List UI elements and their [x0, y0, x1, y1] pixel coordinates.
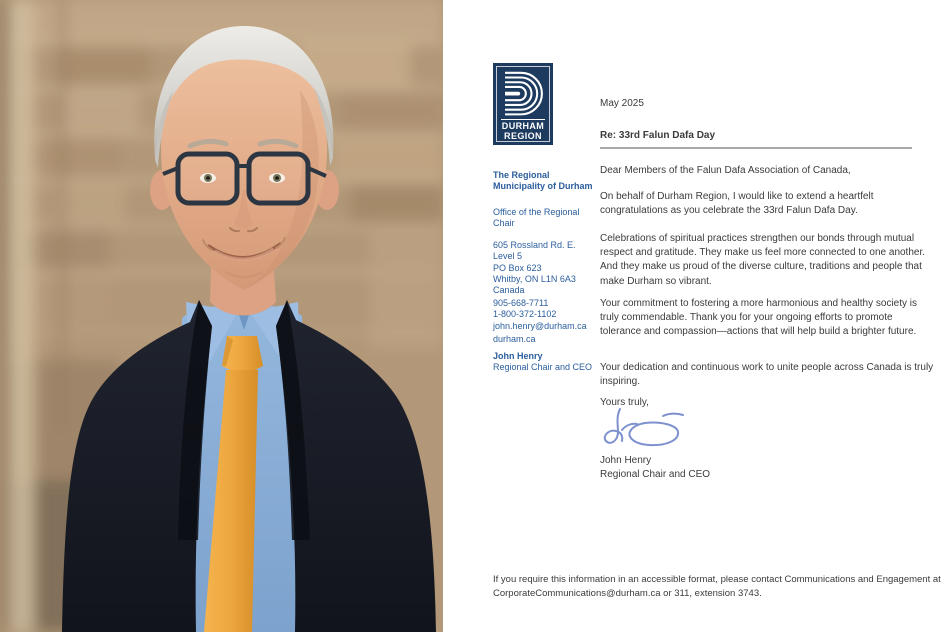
address-block [493, 240, 597, 296]
letter-date: May 2025 [600, 98, 644, 109]
portrait-photo [0, 0, 443, 632]
signature-title: Regional Chair and CEO [600, 469, 711, 480]
durham-region-logo [493, 63, 553, 145]
address-line: Level 5 [493, 251, 523, 262]
phone-primary: 905-668-7711 [493, 298, 549, 308]
address-line: Whitby, ON L1N 6A3 [493, 273, 576, 284]
phone-tollfree: 1-800-372-1102 [493, 309, 557, 320]
address-line: 605 Rossland Rd. E. [493, 240, 576, 250]
email-address: john.henry@durham.ca [493, 320, 587, 331]
paragraph-4: Your dedication and continuous work to unite people across Canada is truly inspiring. [600, 362, 934, 388]
address-line: Canada [493, 285, 525, 295]
durham-d-icon [499, 69, 547, 118]
letter-subject: Re: 33rd Falun Dafa Day [600, 129, 912, 149]
closing: Yours truly, [600, 397, 649, 408]
paragraph-1: On behalf of Durham Region, I would like to extend a heartfelt congratulations as you celebrate the 33rd Falun Dafa Day. [600, 191, 874, 217]
signature-block [600, 454, 934, 482]
portrait-photo-art [0, 0, 443, 632]
paragraph-2: Celebrations of spiritual practices strengthen our bonds through mutual respect and gratitude. They make us feel more connected to one another. And they make us proud of the diverse culture, traditions and people that make Durham so vibrant. [600, 233, 926, 287]
contact-block [493, 298, 597, 332]
office-name: Office of the Regional Chair [493, 207, 580, 229]
address-line: PO Box 623 [493, 262, 542, 273]
accessibility-footer: If you require this information in an accessible format, please contact Communications and Engagement at CorporateCommunications@durham.ca or 311, extension 3743. [493, 574, 941, 600]
signer-block [493, 351, 597, 374]
salutation: Dear Members of the Falun Dafa Association of Canada, [600, 165, 851, 176]
logo-word-durham: DURHAM [501, 121, 545, 132]
org-name: The Regional Municipality of Durham [493, 170, 593, 192]
paragraph-3: Your commitment to fostering a more harmonious and healthy society is truly commendable. Thank you for your ongoing efforts to promote tolerance and compassion—actions that will help build a brighter future. [600, 298, 918, 338]
website: durham.ca [493, 334, 536, 344]
handwritten-signature [595, 404, 697, 458]
signature-name: John Henry [600, 455, 652, 466]
letter-page [443, 0, 947, 632]
logo-word-region: REGION [504, 130, 542, 141]
signer-name: John Henry [493, 351, 543, 361]
signer-title: Regional Chair and CEO [493, 362, 593, 373]
logo-divider [501, 119, 545, 120]
